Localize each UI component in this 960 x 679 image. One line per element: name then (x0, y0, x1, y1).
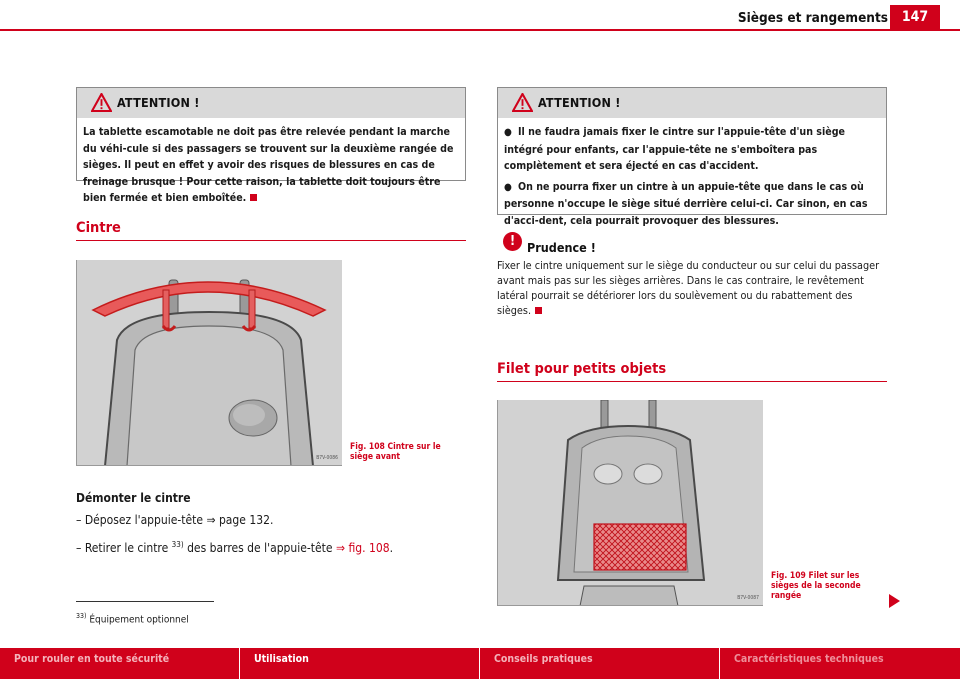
page-header-title: Sièges et rangements (737, 10, 888, 26)
hanger-seat-illustration (77, 260, 342, 466)
caution-text: Fixer le cintre uniquement sur le siège du conducteur ou sur celui du passager avant mais pas sur les sièges arrières. Dans le cas contraire, le revêtement latéral pourrait se détériorer lors du soulèvement ou du rabattement des sièges. (497, 259, 880, 317)
footer-nav (0, 648, 960, 679)
warning-label: ATTENTION ! (538, 95, 621, 110)
bullet-icon: ● (504, 127, 512, 138)
footer-tab-caracteristiques[interactable]: Caractéristiques techniques (734, 653, 884, 665)
subheading-remove-hanger: Démonter le cintre (76, 491, 191, 505)
end-marker-icon (535, 307, 542, 314)
warning-box-left (76, 87, 466, 204)
figure-109-net (497, 400, 763, 606)
section-rule (497, 381, 887, 382)
footnote-rule (76, 601, 214, 602)
page-reference-link[interactable]: page 132. (215, 513, 274, 527)
warning-triangle-icon (512, 93, 533, 112)
figure-code: B7V-0087 (737, 595, 759, 601)
footer-tab-utilisation[interactable]: Utilisation (240, 648, 480, 679)
warning-header (77, 88, 465, 118)
figure-108-caption: Fig. 108 Cintre sur le siège avant (350, 442, 441, 462)
step-1: – Déposez l'appuie-tête ⇒ page 132. (76, 513, 274, 527)
figure-109-caption: Fig. 109 Filet sur les sièges de la seconde rangée (771, 571, 861, 601)
warning-header (498, 88, 886, 118)
warning-box-right (497, 87, 887, 227)
figure-reference-link[interactable]: fig. 108 (345, 541, 390, 555)
header-rule (0, 29, 960, 31)
figure-code: B7V-0086 (316, 455, 338, 461)
footnote-marker[interactable]: 33) (171, 540, 184, 549)
warning-label: ATTENTION ! (117, 95, 200, 110)
footer-tab-conseils[interactable]: Conseils pratiques (480, 648, 720, 679)
caution-icon: ! (503, 232, 522, 251)
warning-bullet: ● On ne pourra fixer un cintre à un appuie-tête que dans le cas où personne n'occupe le siège situé derrière celui-ci. Car sinon, en cas d'acci-dent, cela pourrait provoquer des blessures. (504, 180, 868, 227)
footer-tab-securite[interactable]: Pour rouler en toute sécurité (0, 648, 240, 679)
caution-heading: Prudence ! (527, 240, 596, 255)
end-marker-icon (250, 194, 257, 201)
warning-bullet: ● Il ne faudra jamais fixer le cintre sur l'appuie-tête d'un siège intégré pour enfants, car l'appuie-tête ne s'emboîtera pas complètement et sera éjecté en cas d'accident. (504, 126, 846, 172)
footnote: $^{33)}$ Équipement optionnel (76, 612, 189, 626)
next-page-arrow-icon[interactable] (889, 594, 900, 608)
section-heading-cintre: Cintre (76, 220, 121, 236)
net-seat-illustration (498, 400, 763, 606)
bullet-icon: ● (504, 181, 512, 193)
section-heading-filet: Filet pour petits objets (497, 361, 667, 377)
page-number: 147 (890, 5, 940, 29)
figure-108-hanger (76, 260, 342, 466)
step-2: – Retirer le cintre $^{33)}$ des barres de l'appuie-tête ⇒ fig. 108. (76, 540, 393, 555)
warning-text: La tablette escamotable ne doit pas être relevée pendant la marche du véhi-cule si des passagers se trouvent sur la deuxième rangée de sièges. Il peut en effet y avoir des risques de blessures en cas de freinage brusque ! Pour cette raison, la tablette doit toujours être bien fermée et bien emboîtée. (83, 126, 454, 204)
section-rule (76, 240, 466, 241)
warning-triangle-icon (91, 93, 112, 112)
